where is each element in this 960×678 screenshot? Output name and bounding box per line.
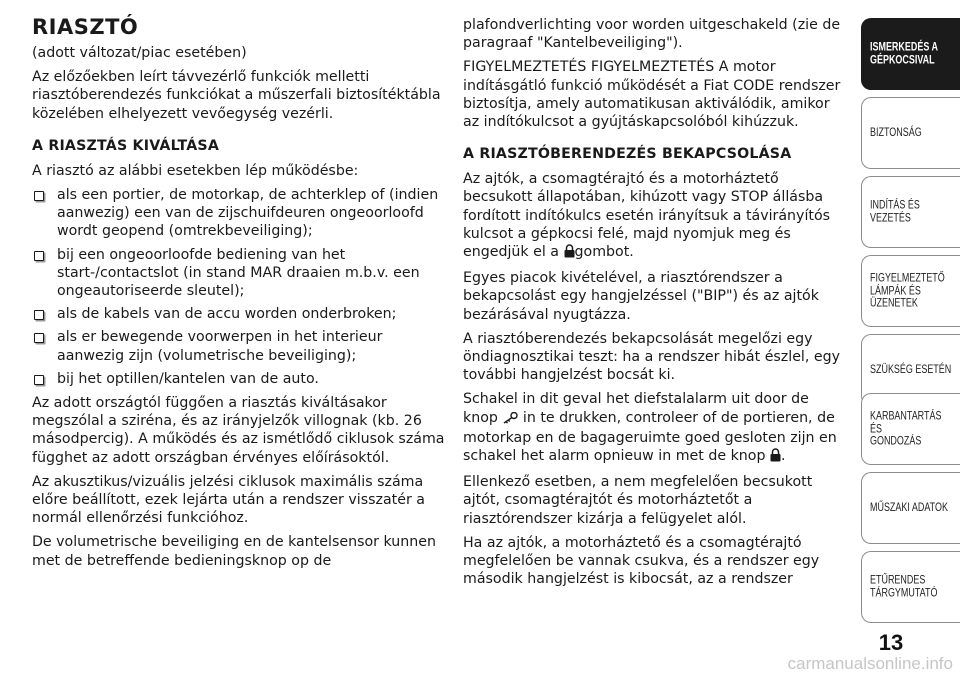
siren-paragraph: Az adott országtól függően a riasztás kiváltásakor megszólal a sziréna, és az irányjelzők villognak (kb. 26 másodpercig). A működés és az ismétlődő ciklusok száma függhet az adott országban érvényes előírásoktól. xyxy=(32,395,445,466)
cycles-paragraph: Az akusztikus/vizuális jelzési ciklusok maximális száma előre beállított, ezek lejárta után a rendszer visszatér a normál ellenőrzési funkcióhoz. xyxy=(32,473,425,527)
right-column xyxy=(463,16,848,594)
checkbox-bullet-icon xyxy=(34,251,44,261)
checkbox-bullet-icon xyxy=(34,191,44,201)
key-unlock-icon xyxy=(502,411,518,429)
tab-technical-data[interactable]: MŰSZAKI ADATOK xyxy=(861,472,960,544)
list-item: als een portier, de motorkap, de achterklep of (indien aanwezig) een van de zijschuifdeuren ongeoorloofd wordt geopend (omtrekbeveiliging); xyxy=(32,186,450,241)
disarm-paragraph: Schakel in dit geval het diefstalalarm uit door de knop in te drukken, controleer of de portieren, de motorkap en de bagageruimte goed gesloten zijn en schakel het alarm opnieuw in met de knop . xyxy=(463,390,848,467)
list-item: bij het optillen/kantelen van de auto. xyxy=(32,370,450,388)
checkbox-bullet-icon xyxy=(34,375,44,385)
alarm-trigger-heading: A RIASZTÁS KIVÁLTÁSA xyxy=(32,137,220,154)
trigger-lead-paragraph: A riasztó az alábbi esetekben lép működésbe: xyxy=(32,162,359,179)
volumetric-paragraph: De volumetrische beveiliging en de kantelsensor kunnen met de betreffende bedieningsknop op de xyxy=(32,534,436,569)
ceiling-light-paragraph: plafondverlichting voor worden uitgeschakeld (zie de paragraaf "Kantelbeveiliging"). xyxy=(463,17,841,52)
warning-paragraph: FIGYELMEZTETÉS FIGYELMEZTETÉS A motor indításgátló funkció működését a Fiat CODE rendszer biztosítja, amely automatikusan aktiválódik, amikor az indítókulcsot a gyújtáskapcsolóból kihúzzuk. xyxy=(463,59,841,131)
chapter-sidebar xyxy=(853,0,960,678)
tab-maintenance[interactable]: KARBANTARTÁS ÉS GONDOZÁS xyxy=(861,393,960,465)
list-item: als er bewegende voorwerpen in het interieur aanwezig zijn (volumetrische beveiliging); xyxy=(32,328,450,364)
section-title: RIASZTÓ xyxy=(32,15,139,39)
list-item: bij een ongeoorloofde bediening van het start-/contactslot (in stand MAR draaien m.b.v. een ongeautoriseerde sleutel); xyxy=(32,246,450,301)
activation-paragraph: Az ajtók, a csomagtérajtó és a motorháztető becsukott állapotában, kihúzott vagy STOP állásba fordított indítókulcs esetén irányítsuk a távirányítós kulcsot a gépkocsi felé, majd nyomjuk meg és engedjük el a gombot. xyxy=(463,170,848,263)
tab-index[interactable]: ETŰRENDES TÁRGYMUTATÓ xyxy=(861,551,960,623)
self-test-paragraph: A riasztóberendezés bekapcsolását megelőzi egy öndiagnosztikai teszt: ha a rendszer hibát észlel, egy további hangjelzést bocsát ki. xyxy=(463,330,841,384)
checkbox-bullet-icon xyxy=(34,310,44,320)
section-subtitle: (adott változat/piac esetében) xyxy=(32,45,247,61)
watermark: carmanualsonline.info xyxy=(787,654,953,673)
tab-getting-to-know-the-car[interactable]: ISMERKEDÉS A GÉPKOCSIVAL xyxy=(861,18,960,90)
trigger-list xyxy=(32,186,450,388)
left-column xyxy=(32,16,450,576)
beep-paragraph: Egyes piacok kivételével, a riasztórendszer a bekapcsolást egy hangjelzéssel ("BIP") és az ajtók bezárásával nyugtázza. xyxy=(463,270,819,323)
intro-paragraph: Az előzőekben leírt távvezérlő funkciók melletti riasztóberendezés funkciókat a műszerfali biztosítéktábla közelében elhelyezett vevőegység vezérli. xyxy=(32,69,441,122)
page-number: 13 xyxy=(878,630,904,655)
padlock-icon xyxy=(770,448,781,467)
second-beep-paragraph: Ha az ajtók, a motorháztető és a csomagtérajtó megfelelően be vannak csukva, és a rendszer egy második hangjelzést is kibocsát, az a rendszer xyxy=(463,534,820,588)
tab-safety[interactable]: BIZTONSÁG xyxy=(861,97,960,169)
alarm-activation-heading: A RIASZTÓBERENDEZÉS BEKAPCSOLÁSA xyxy=(463,146,792,163)
tab-starting-and-driving[interactable]: INDÍTÁS ÉS VEZETÉS xyxy=(861,176,960,248)
checkbox-bullet-icon xyxy=(34,333,44,343)
list-item: als de kabels van de accu worden onderbroken; xyxy=(32,305,450,323)
padlock-icon xyxy=(564,244,575,263)
tab-emergency[interactable]: SZÜKSÉG ESETÉN xyxy=(861,334,960,406)
tab-warning-lights[interactable]: FIGYELMEZTETŐ LÁMPÁK ÉS ÜZENETEK xyxy=(861,255,960,327)
exclusion-paragraph: Ellenkező esetben, a nem megfelelően becsukott ajtót, csomagtérajtót és motorháztetőt a riasztórendszer kizárja a felügyelet alól. xyxy=(463,474,813,527)
